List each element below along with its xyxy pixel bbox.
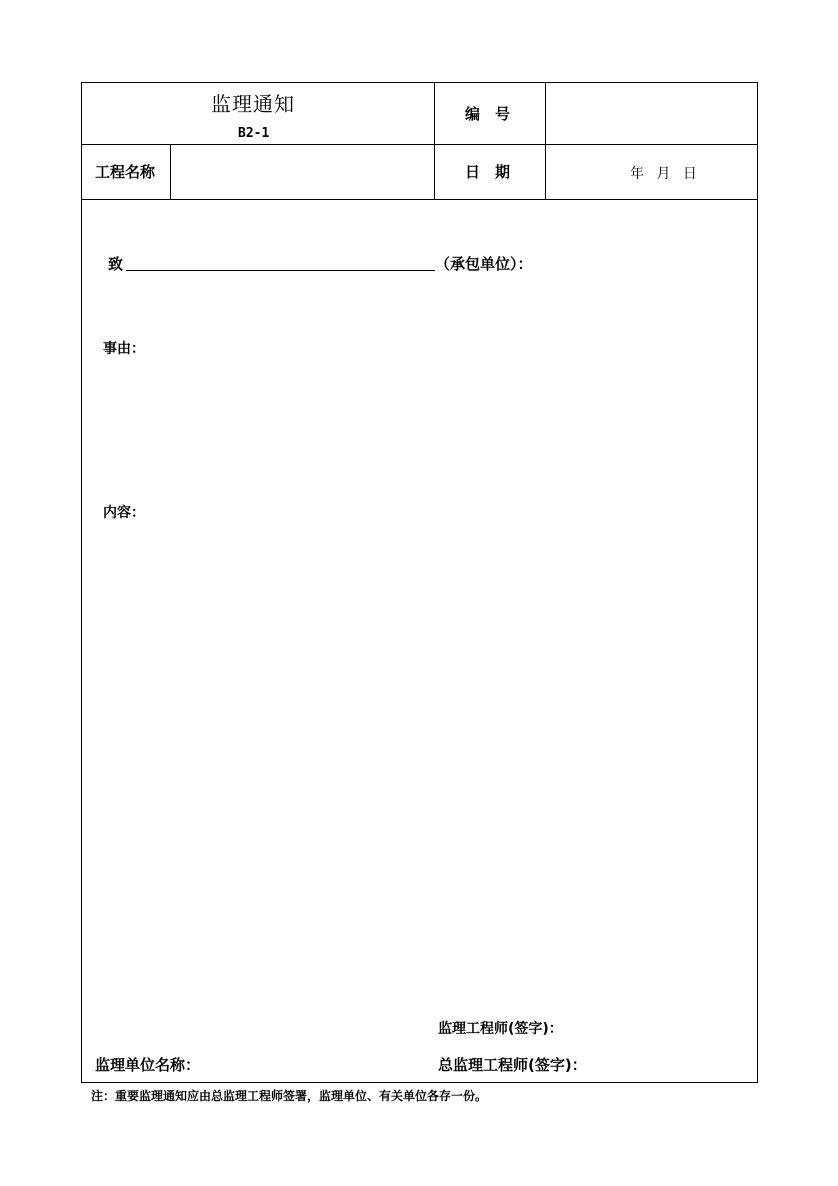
date-value[interactable]: 年 月 日: [630, 166, 701, 182]
column-divider-project-label: [170, 144, 171, 199]
number-field[interactable]: [547, 84, 756, 142]
project-name-field[interactable]: [172, 146, 433, 198]
number-label: 编 号: [465, 105, 511, 123]
reason-label: 事由：: [103, 341, 145, 357]
form-code: B2-1: [238, 126, 270, 141]
form-title: 监理通知: [211, 92, 295, 116]
project-name-label: 工程名称: [95, 163, 156, 181]
chief-engineer-sign-label: 总监理工程师(签字)：: [438, 1056, 587, 1074]
contractor-unit-label: （承包单位）：: [435, 255, 533, 273]
footer-note: 注：重要监理通知应由总监理工程师签署，监理单位、有关单位各存一份。: [91, 1089, 488, 1103]
date-label: 日 期: [465, 163, 511, 181]
engineer-sign-label: 监理工程师(签字)：: [438, 1021, 563, 1037]
content-label: 内容：: [103, 505, 145, 521]
column-divider-center: [434, 82, 435, 199]
header-divider-2: [81, 199, 758, 200]
supervision-notice-form: [81, 82, 758, 1083]
unit-name-label: 监理单位名称：: [95, 1056, 201, 1074]
contractor-underline[interactable]: [126, 270, 435, 271]
column-divider-right: [545, 82, 546, 199]
header-divider-1: [81, 144, 758, 145]
to-prefix: 致: [108, 255, 124, 273]
